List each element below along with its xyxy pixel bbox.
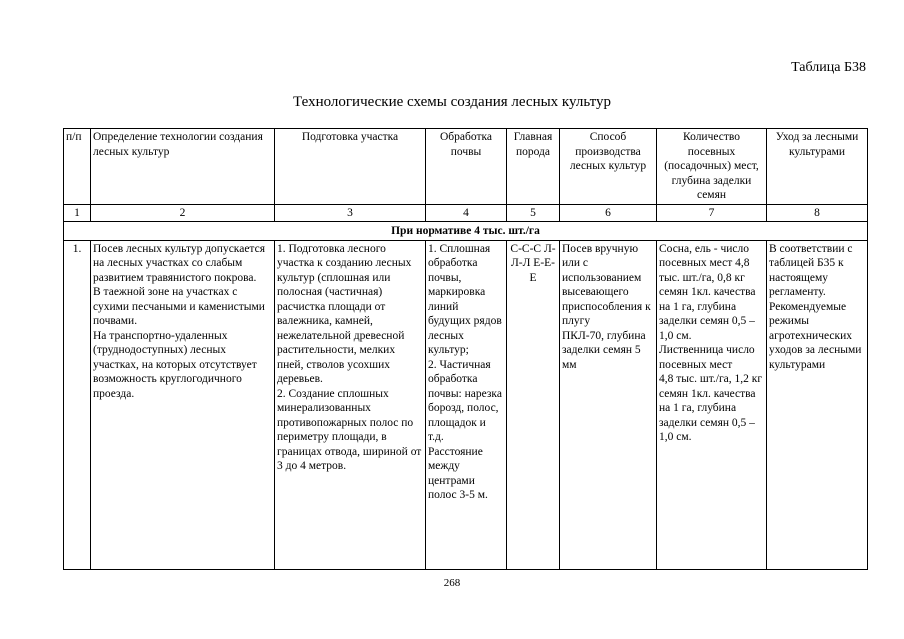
- column-number: 4: [426, 204, 507, 221]
- cell-species: С-С-С Л-Л-Л Е-Е-Е: [507, 240, 560, 569]
- table-row: [64, 240, 868, 569]
- column-number: 3: [275, 204, 426, 221]
- cell-method: Посев вручную или с использованием высевающего приспособления к плугу ПКЛ-70, глубина заделки семян 5 мм: [560, 240, 657, 569]
- page-title: Технологические схемы создания лесных культур: [293, 94, 611, 110]
- column-number: 5: [507, 204, 560, 221]
- column-number-row: [64, 204, 868, 221]
- cell-soil: 1. Сплошная обработка почвы, маркировка линий будущих рядов лесных культур; 2. Частичная обработка почвы: нарезка борозд, полос, площадок и т.д. Расстояние между центрами полос 3-5 м.: [426, 240, 507, 569]
- header-cell-care: Уход за лесными культурами: [767, 129, 868, 205]
- header-cell-method: Способ производства лесных культур: [560, 129, 657, 205]
- header-cell-technology: Определение технологии создания лесных культур: [91, 129, 275, 205]
- column-number: 7: [657, 204, 767, 221]
- section-row: [64, 221, 868, 240]
- header-cell-soil: Обработка почвы: [426, 129, 507, 205]
- column-number: 6: [560, 204, 657, 221]
- page-number: 268: [443, 577, 461, 589]
- cell-quantity: Сосна, ель - число посевных мест 4,8 тыс. шт./га, 0,8 кг семян 1кл. качества на 1 га, глубина заделки семян 0,5 – 1,0 см. Лиственница число посевных мест 4,8 тыс. шт./га, 1,2 кг семян 1кл. качества на 1 га, глубина заделки семян 0,5 – 1,0 см.: [657, 240, 767, 569]
- row-number: 1.: [64, 240, 91, 569]
- section-title: При нормативе 4 тыс. шт./га: [64, 221, 868, 240]
- header-cell-num: п/п: [64, 129, 91, 205]
- header-cell-site-prep: Подготовка участка: [275, 129, 426, 205]
- header-cell-species: Главная порода: [507, 129, 560, 205]
- cell-site-prep: 1. Подготовка лесного участка к созданию лесных культур (сплошная или полосная (частичная) расчистка площади от валежника, камней, нежелательной древесной растительности, мелких пней, стволов усохших деревьев. 2. Создание сплошных минерализованных противопожарных полос по периметру площади, в границах отвода, шириной от 3 до 4 метров.: [275, 240, 426, 569]
- technology-table: [63, 128, 868, 570]
- cell-technology: Посев лесных культур допускается на лесных участках со слабым развитием травянистого покрова. В таежной зоне на участках с сухими песчаными и каменистыми почвами. На транспортно-удаленных (труднодоступных) лесных участках, на которых отсутствует возможность круглогодичного проезда.: [91, 240, 275, 569]
- column-number: 8: [767, 204, 868, 221]
- column-number: 2: [91, 204, 275, 221]
- header-row: [64, 129, 868, 205]
- column-number: 1: [64, 204, 91, 221]
- table-label: Таблица Б38: [791, 60, 866, 75]
- cell-care: В соответствии с таблицей Б35 к настоящему регламенту. Рекомендуемые режимы агротехнических уходов за лесными культурами: [767, 240, 868, 569]
- header-cell-quantity: Количество посевных (посадочных) мест, глубина заделки семян: [657, 129, 767, 205]
